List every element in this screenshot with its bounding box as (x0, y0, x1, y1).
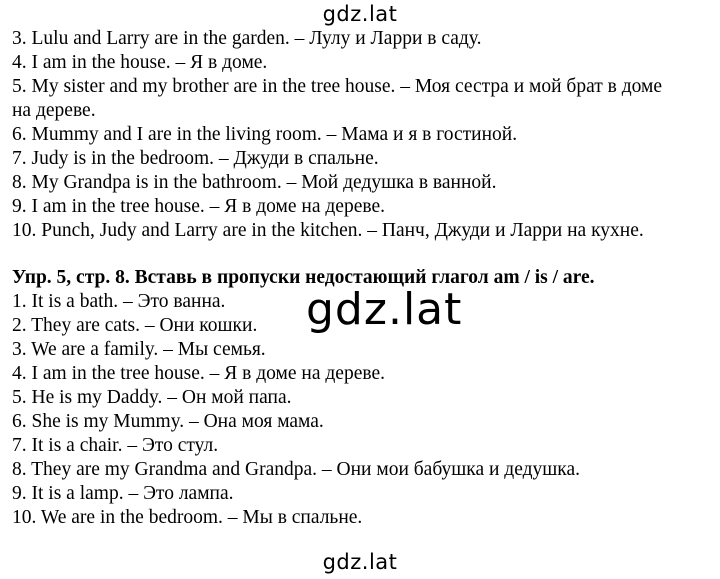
answer-line-7: 7. Judy is in the bedroom. – Джуди в спальне. (12, 148, 379, 169)
exercise-heading: Упр. 5, стр. 8. Вставь в пропуски недостающий глагол am / is / are. (12, 267, 595, 288)
answer-line-9: 9. I am in the tree house. – Я в доме на дереве. (12, 196, 385, 217)
exercise-line-8: 8. They are my Grandma and Grandpa. – Они мои бабушка и дедушка. (12, 459, 581, 480)
exercise-line-2: 2. They are cats. – Они кошки. (12, 315, 258, 336)
exercise-line-3: 3. We are a family. – Мы семья. (12, 339, 266, 360)
answer-line-4: 4. I am in the house. – Я в доме. (12, 52, 268, 73)
answer-line-3: 3. Lulu and Larry are in the garden. – Лулу и Ларри в саду. (12, 28, 482, 49)
answer-line-8: 8. My Grandpa is in the bathroom. – Мой дедушка в ванной. (12, 172, 497, 193)
exercise-line-9: 9. It is a lamp. – Это лампа. (12, 483, 234, 504)
answer-line-5-continued: на дереве. (12, 100, 96, 121)
exercise-line-5: 5. He is my Daddy. – Он мой папа. (12, 387, 292, 408)
exercise-line-1: 1. It is a bath. – Это ванна. (12, 291, 226, 312)
watermark-top: gdz.lat (322, 2, 398, 26)
exercise-line-6: 6. She is my Mummy. – Она моя мама. (12, 411, 324, 432)
watermark-bottom: gdz.lat (322, 550, 398, 574)
watermark-center: gdz.lat (306, 284, 463, 335)
exercise-line-4: 4. I am in the tree house. – Я в доме на дереве. (12, 363, 385, 384)
answer-line-6: 6. Mummy and I are in the living room. – Мама и я в гостиной. (12, 124, 518, 145)
exercise-line-10: 10. We are in the bedroom. – Мы в спальне. (12, 507, 363, 528)
exercise-line-7: 7. It is a chair. – Это стул. (12, 435, 219, 456)
answer-line-10: 10. Punch, Judy and Larry are in the kitchen. – Панч, Джуди и Ларри на кухне. (12, 220, 644, 241)
answer-line-5: 5. My sister and my brother are in the tree house. – Моя сестра и мой брат в доме (12, 76, 663, 97)
